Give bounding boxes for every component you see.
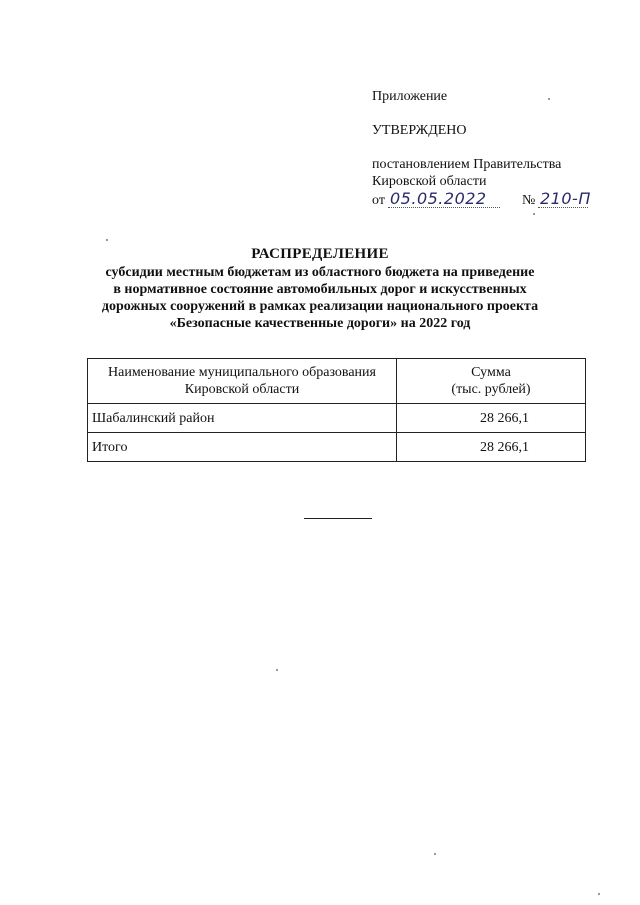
table-row-total — [88, 433, 586, 462]
distribution-table — [87, 358, 586, 462]
total-label: Итого — [88, 433, 397, 462]
number-sign: № — [522, 193, 536, 208]
resolution-line-1: постановлением Правительства — [372, 157, 562, 172]
end-separator-line — [304, 518, 372, 519]
subtitle-line-4: «Безопасные качественные дороги» на 2022 год — [169, 316, 471, 331]
header-amount — [397, 359, 586, 404]
approval-block — [372, 88, 622, 210]
table-header-row — [88, 359, 586, 404]
header-municipality — [88, 359, 397, 404]
scan-speck — [548, 98, 550, 100]
row-municipality-name: Шабалинский район — [88, 404, 397, 433]
header-amount-line-1: Сумма — [471, 365, 511, 380]
row-amount: 28 266,1 — [397, 404, 586, 433]
document-title: РАСПРЕДЕЛЕНИЕ — [251, 246, 389, 262]
document-title-block — [60, 246, 580, 332]
number-underline — [538, 207, 588, 208]
subtitle-line-1: субсидии местным бюджетам из областного бюджета на приведение — [105, 265, 535, 280]
resolution-line-2: Кировской области — [372, 174, 487, 189]
handwritten-number: 210-П — [540, 189, 591, 208]
subtitle-line-2: в нормативное состояние автомобильных дорог и искусственных — [113, 282, 527, 297]
header-amount-line-2: (тыс. рублей) — [451, 382, 531, 397]
scan-speck — [106, 239, 108, 241]
approved-label: УТВЕРЖДЕНО — [372, 123, 467, 138]
from-label: от — [372, 193, 385, 208]
appendix-label: Приложение — [372, 89, 448, 104]
total-amount: 28 266,1 — [397, 433, 586, 462]
header-municipality-line-1: Наименование муниципального образования — [108, 365, 376, 380]
handwritten-date: 05.05.2022 — [390, 189, 487, 208]
scan-speck — [598, 893, 600, 895]
subtitle-line-3: дорожных сооружений в рамках реализации национального проекта — [101, 299, 539, 314]
scan-speck — [533, 213, 535, 215]
table-row — [88, 404, 586, 433]
date-underline — [388, 207, 500, 208]
scan-speck — [434, 853, 436, 855]
header-municipality-line-2: Кировской области — [184, 382, 300, 397]
date-number-line — [372, 190, 622, 210]
scan-speck — [276, 669, 278, 671]
